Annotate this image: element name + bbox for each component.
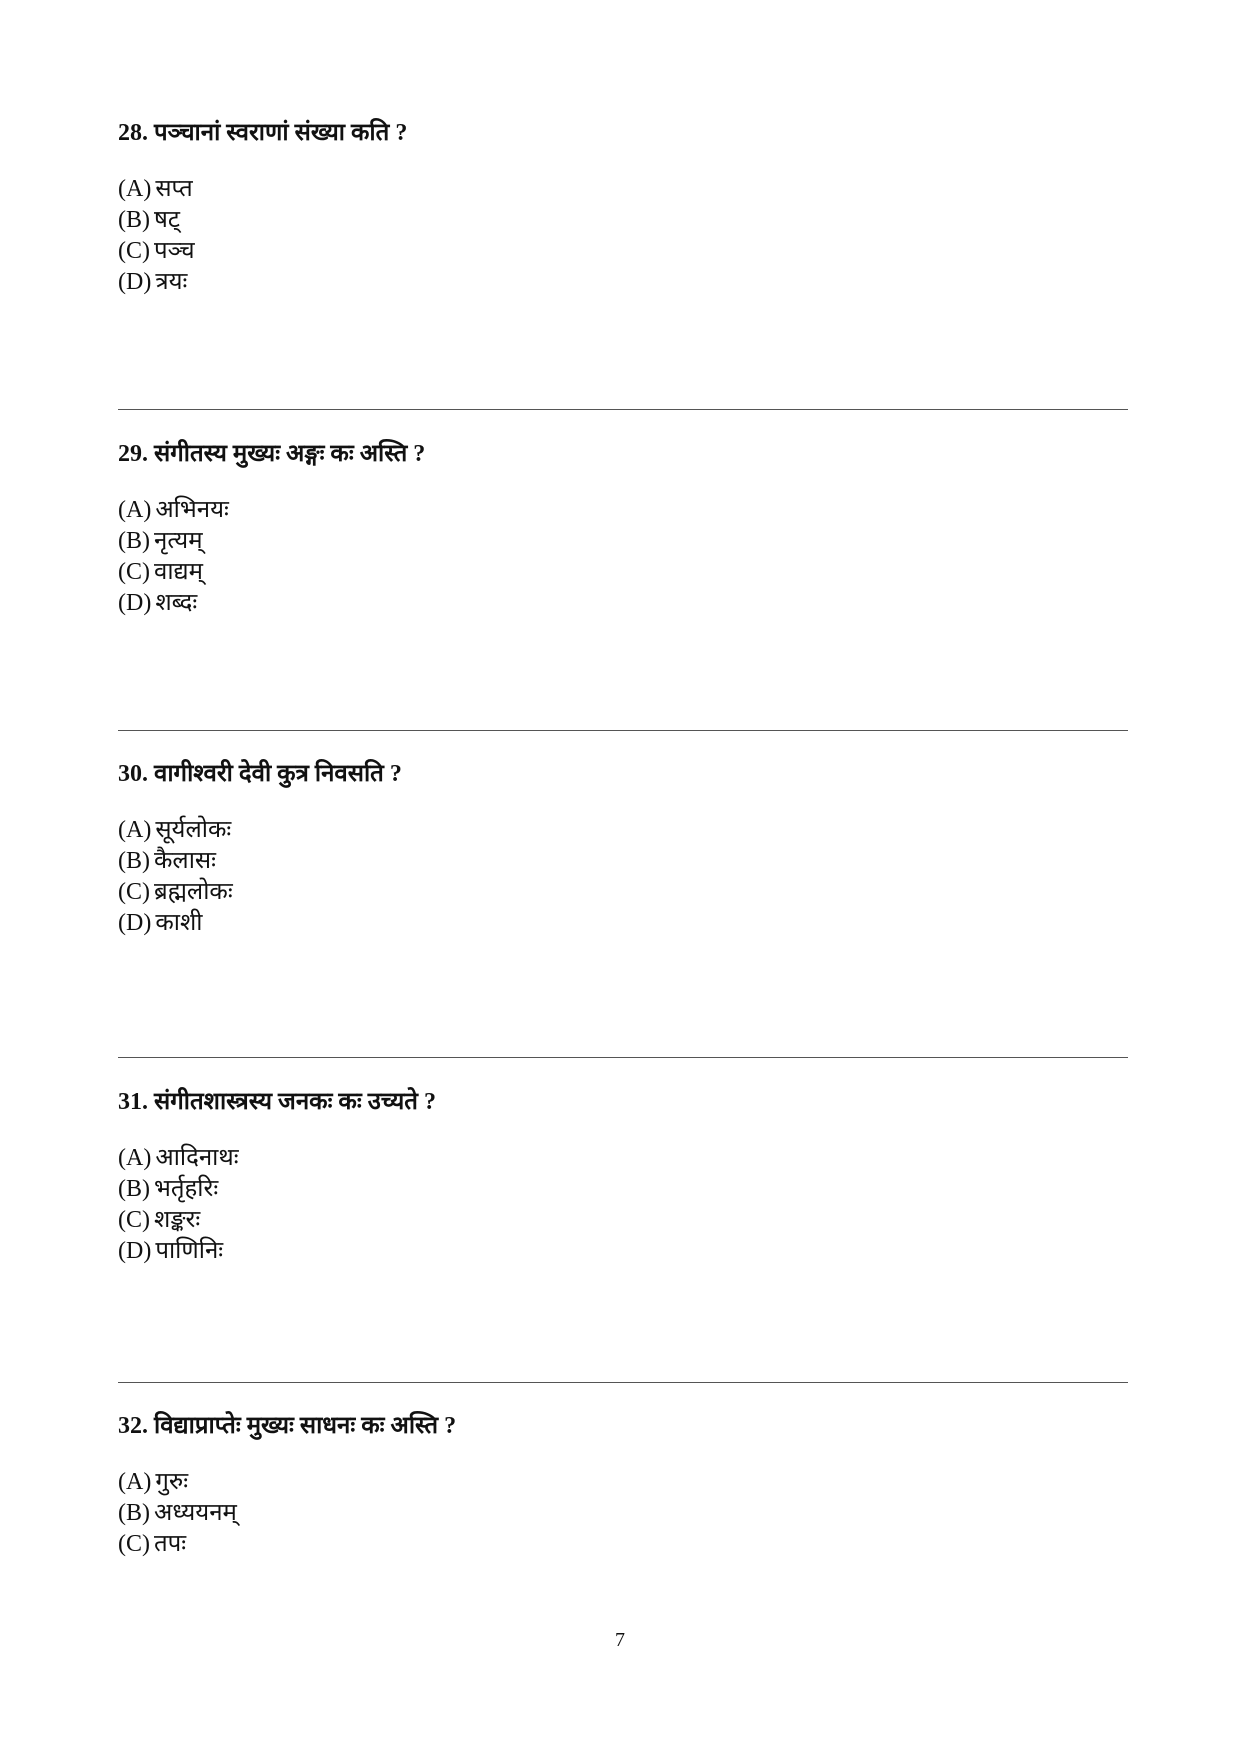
option-text: त्रयः	[155, 269, 188, 295]
question-text: संगीतस्य मुख्यः अङ्गः कः अस्ति ?	[154, 441, 426, 467]
option-d	[118, 1236, 1128, 1267]
question-32	[118, 1411, 1128, 1560]
question-30	[118, 759, 1128, 939]
option-text: कैलासः	[154, 848, 216, 874]
option-letter: (B)	[118, 1500, 150, 1526]
option-text: शब्दः	[155, 590, 198, 616]
section-divider	[118, 730, 1128, 731]
option-c	[118, 557, 1128, 588]
page-number: 7	[615, 1629, 625, 1651]
option-list	[118, 815, 1128, 939]
question-title	[118, 118, 1128, 148]
option-a	[118, 1467, 1128, 1498]
option-text: अभिनयः	[155, 497, 229, 523]
option-letter: (D)	[118, 910, 152, 936]
option-text: पाणिनिः	[155, 1238, 224, 1264]
question-number: 32.	[118, 1413, 148, 1439]
question-title	[118, 439, 1128, 469]
option-text: पञ्च	[154, 238, 195, 264]
question-29	[118, 439, 1128, 619]
option-c	[118, 236, 1128, 267]
option-text: शङ्करः	[154, 1207, 201, 1233]
option-letter: (B)	[118, 207, 150, 233]
option-letter: (A)	[118, 1469, 152, 1495]
option-c	[118, 1529, 1128, 1560]
option-b	[118, 526, 1128, 557]
option-b	[118, 846, 1128, 877]
option-a	[118, 495, 1128, 526]
option-letter: (A)	[118, 176, 152, 202]
option-letter: (A)	[118, 497, 152, 523]
question-number: 30.	[118, 761, 148, 787]
question-number: 28.	[118, 120, 148, 146]
option-letter: (C)	[118, 1531, 150, 1557]
option-c	[118, 1205, 1128, 1236]
option-letter: (A)	[118, 1145, 152, 1171]
option-a	[118, 815, 1128, 846]
option-text: भर्तृहरिः	[154, 1176, 219, 1202]
option-text: गुरुः	[155, 1469, 189, 1495]
option-text: आदिनाथः	[155, 1145, 239, 1171]
option-letter: (D)	[118, 590, 152, 616]
question-28	[118, 118, 1128, 298]
option-text: सप्त	[155, 176, 193, 202]
option-b	[118, 1174, 1128, 1205]
option-list	[118, 1143, 1128, 1267]
option-d	[118, 267, 1128, 298]
question-31	[118, 1087, 1128, 1267]
option-letter: (D)	[118, 1238, 152, 1264]
option-text: सूर्यलोकः	[155, 817, 232, 843]
option-d	[118, 588, 1128, 619]
option-letter: (C)	[118, 559, 150, 585]
option-b	[118, 1498, 1128, 1529]
option-letter: (A)	[118, 817, 152, 843]
question-text: संगीतशास्त्रस्य जनकः कः उच्यते ?	[154, 1089, 436, 1115]
option-b	[118, 205, 1128, 236]
question-text: वागीश्वरी देवी कुत्र निवसति ?	[154, 761, 402, 787]
option-letter: (B)	[118, 528, 150, 554]
option-d	[118, 908, 1128, 939]
section-divider	[118, 1057, 1128, 1058]
option-text: नृत्यम्	[154, 528, 203, 554]
option-c	[118, 877, 1128, 908]
option-list	[118, 1467, 1128, 1560]
option-text: काशी	[155, 910, 203, 936]
option-text: अध्ययनम्	[154, 1500, 237, 1526]
question-text: पञ्चानां स्वराणां संख्या कति ?	[154, 120, 408, 146]
option-letter: (B)	[118, 848, 150, 874]
option-letter: (B)	[118, 1176, 150, 1202]
option-list	[118, 495, 1128, 619]
option-letter: (D)	[118, 269, 152, 295]
option-letter: (C)	[118, 879, 150, 905]
question-text: विद्याप्राप्तेः मुख्यः साधनः कः अस्ति ?	[154, 1413, 457, 1439]
question-title	[118, 759, 1128, 789]
option-letter: (C)	[118, 238, 150, 264]
question-title	[118, 1087, 1128, 1117]
option-a	[118, 1143, 1128, 1174]
question-number: 29.	[118, 441, 148, 467]
option-list	[118, 174, 1128, 298]
section-divider	[118, 1382, 1128, 1383]
option-text: ब्रह्मलोकः	[154, 879, 233, 905]
option-text: वाद्यम्	[154, 559, 204, 585]
option-letter: (C)	[118, 1207, 150, 1233]
question-number: 31.	[118, 1089, 148, 1115]
option-text: षट्	[154, 207, 180, 233]
question-title	[118, 1411, 1128, 1441]
section-divider	[118, 409, 1128, 410]
option-a	[118, 174, 1128, 205]
option-text: तपः	[154, 1531, 187, 1557]
